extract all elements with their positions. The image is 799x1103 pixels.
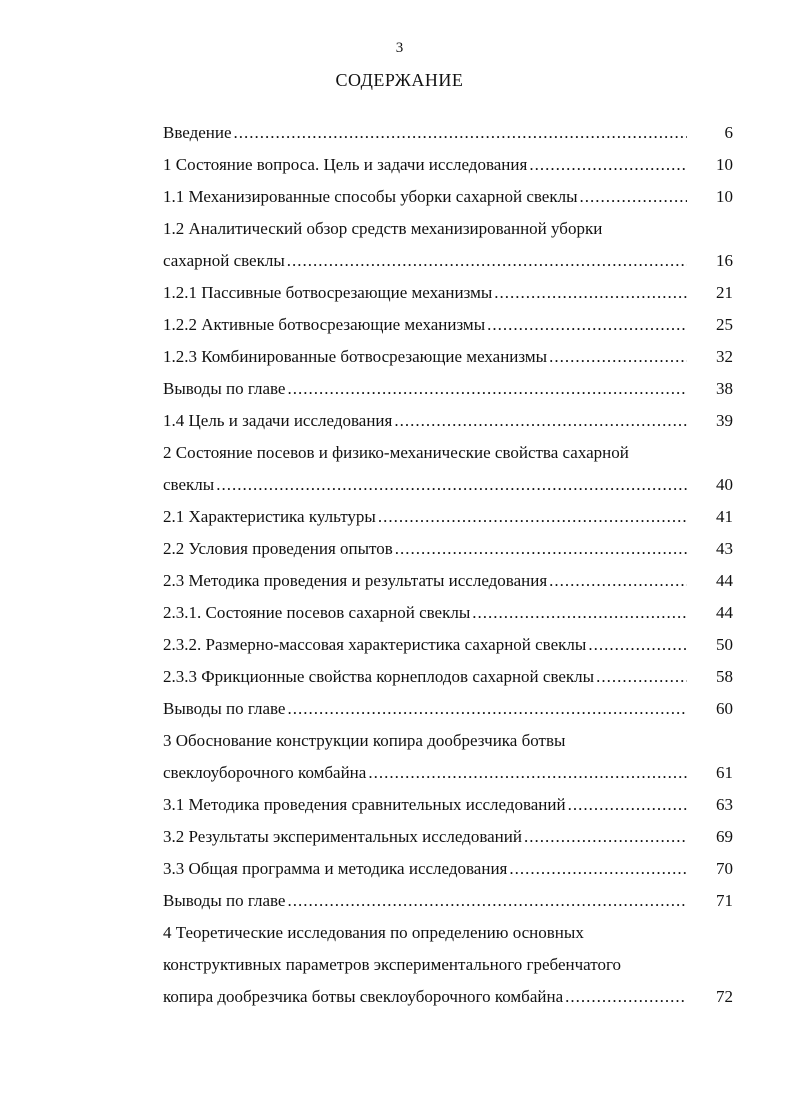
toc-entry-title: 1.2.3 Комбинированные ботвосрезающие механизмы [163,347,548,366]
toc-leader-dots [487,314,687,336]
toc-leader-dots [494,282,687,304]
toc-page-number: 69 [716,827,733,846]
toc-leader-dots [378,506,687,528]
toc-entry-title: 3.3 Общая программа и методика исследования [163,859,508,878]
toc-page-number: 61 [716,763,733,782]
page-title: СОДЕРЖАНИЕ [335,70,464,90]
toc-leader-dots [216,474,687,496]
toc-leader-dots [509,858,687,880]
toc-page-number: 58 [716,667,733,686]
toc-page-number: 25 [716,315,733,334]
toc-entry [163,314,733,346]
toc-leader-dots [568,794,687,816]
toc-entry [163,218,733,282]
toc-leader-dots [287,890,687,912]
toc-entry [163,922,733,1018]
toc-entry [163,666,733,698]
toc-leader-dots [234,122,687,144]
toc-entry [163,826,733,858]
toc-leader-dots [368,762,687,784]
toc-entry-title: сахарной свеклы [163,251,285,270]
toc-entry [163,698,733,730]
toc-page-number: 10 [716,155,733,174]
toc-page-number: 41 [716,507,733,526]
toc-entry-title: 3 Обоснование конструкции копира дообрезчика ботвы [163,731,566,750]
toc-entry-title: свеклоуборочного комбайна [163,763,367,782]
toc-page-number: 44 [716,603,733,622]
toc-entry-title: 4 Теоретические исследования по определению основных [163,923,584,942]
toc-entry-title: 2.3.3 Фрикционные свойства корнеплодов сахарной свеклы [163,667,595,686]
toc-entry-title: 1.2.2 Активные ботвосрезающие механизмы [163,315,486,334]
toc-entry-title: конструктивных параметров экспериментального гребенчатого [163,955,621,974]
toc-page-number: 6 [724,123,733,142]
toc-page-number: 44 [716,571,733,590]
toc-leader-dots [549,570,687,592]
toc-entry-title: 2.3 Методика проведения и результаты исследования [163,571,548,590]
toc-entry-title: Выводы по главе [163,891,286,910]
toc-leader-dots [472,602,687,624]
toc-entry-title: 2.3.2. Размерно-массовая характеристика сахарной свеклы [163,635,587,654]
toc-entry [163,410,733,442]
table-of-contents [163,122,733,1018]
toc-leader-dots [549,346,687,368]
toc-entry [163,442,733,506]
toc-page-number: 21 [716,283,733,302]
toc-page-number: 60 [716,699,733,718]
toc-entry [163,122,733,154]
toc-entry [163,890,733,922]
toc-entry [163,378,733,410]
toc-entry-title: 2.2 Условия проведения опытов [163,539,393,558]
toc-entry [163,730,733,794]
toc-entry-title: Выводы по главе [163,379,286,398]
toc-entry-title: 3.1 Методика проведения сравнительных исследований [163,795,566,814]
toc-entry [163,794,733,826]
toc-entry-title: 1.2.1 Пассивные ботвосрезающие механизмы [163,283,493,302]
toc-leader-dots [524,826,687,848]
toc-page-number: 43 [716,539,733,558]
toc-leader-dots [287,698,687,720]
toc-entry-title: копира дообрезчика ботвы свеклоуборочного комбайна [163,987,564,1006]
toc-page-number: 72 [716,987,733,1006]
toc-entry [163,570,733,602]
toc-page-number: 63 [716,795,733,814]
toc-entry [163,634,733,666]
toc-leader-dots [565,986,687,1008]
toc-entry [163,538,733,570]
toc-entry-title: 1 Состояние вопроса. Цель и задачи исследования [163,155,528,174]
toc-entry-title: Введение [163,123,232,142]
toc-entry-title: 2.3.1. Состояние посевов сахарной свеклы [163,603,471,622]
toc-entry [163,154,733,186]
toc-page-number: 32 [716,347,733,366]
toc-leader-dots [395,538,687,560]
toc-leader-dots [394,410,687,432]
toc-entry [163,858,733,890]
toc-entry [163,346,733,378]
toc-entry-title: 3.2 Результаты экспериментальных исследований [163,827,522,846]
toc-entry [163,602,733,634]
toc-entry [163,506,733,538]
toc-leader-dots [287,250,687,272]
toc-entry-title: 2 Состояние посевов и физико-механические свойства сахарной [163,443,629,462]
toc-entry [163,186,733,218]
toc-page-number: 38 [716,379,733,398]
toc-page-number: 71 [716,891,733,910]
toc-entry-title: 1.4 Цель и задачи исследования [163,411,393,430]
toc-page-number: 70 [716,859,733,878]
toc-leader-dots [529,154,687,176]
toc-entry [163,282,733,314]
toc-page-number: 16 [716,251,733,270]
toc-entry-title: Выводы по главе [163,699,286,718]
toc-page-number: 10 [716,187,733,206]
toc-leader-dots [596,666,687,688]
toc-page-number: 40 [716,475,733,494]
toc-entry-title: 1.2 Аналитический обзор средств механизированной уборки [163,219,603,238]
toc-entry-title: 1.1 Механизированные способы уборки сахарной свеклы [163,187,578,206]
toc-leader-dots [588,634,687,656]
toc-entry-title: свеклы [163,475,215,494]
page-number: 3 [395,40,404,56]
toc-page-number: 50 [716,635,733,654]
toc-entry-title: 2.1 Характеристика культуры [163,507,376,526]
toc-leader-dots [287,378,687,400]
toc-leader-dots [580,186,687,208]
toc-page-number: 39 [716,411,733,430]
